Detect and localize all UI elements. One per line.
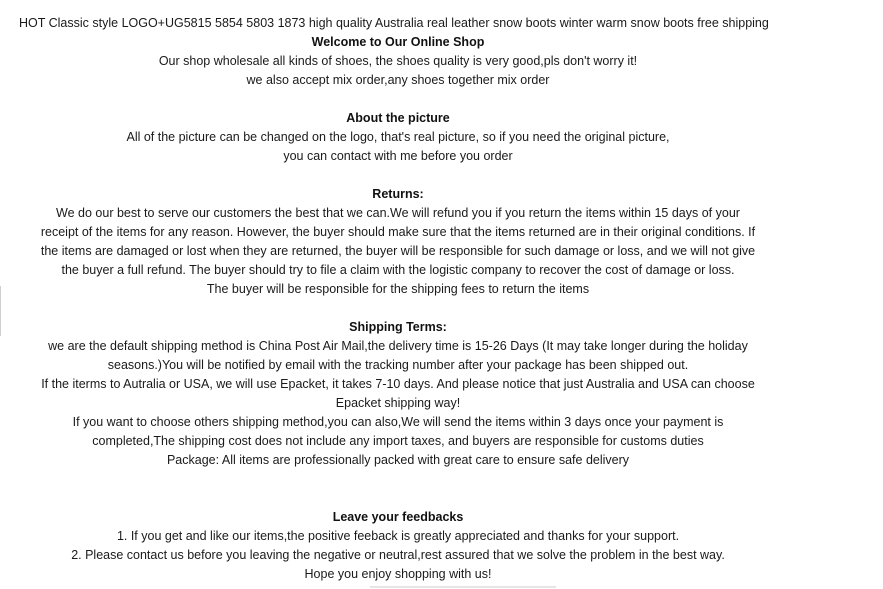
shipping-line-2: seasons.)You will be notified by email with the tracking number after your package has been shipped out. xyxy=(107,358,689,372)
product-title: HOT Classic style LOGO+UG5815 5854 5803 1873 high quality Australia real leather snow boots winter warm snow boots free shipping xyxy=(19,16,769,30)
feedback-line-2: 2. Please contact us before you leaving the negative or neutral,rest assured that we solve the problem in the best way. xyxy=(71,548,725,562)
bottom-image-edge xyxy=(370,586,556,588)
welcome-line-1: Our shop wholesale all kinds of shoes, the shoes quality is very good,pls don't worry it! xyxy=(158,54,638,68)
shipping-line-6: completed,The shipping cost does not include any import taxes, and buyers are responsible for customs duties xyxy=(92,434,704,448)
shipping-line-7: Package: All items are professionally packed with great care to ensure safe delivery xyxy=(166,453,630,467)
about-line-1: All of the picture can be changed on the logo, that's real picture, so if you need the original picture, xyxy=(126,130,670,144)
shipping-line-3: If the iterms to Autralia or USA, we will use Epacket, it takes 7-10 days. And please notice that just Australia and USA can choose xyxy=(41,377,755,391)
feedback-line-1: 1. If you get and like our items,the positive feeback is greatly appreciated and thanks for your support. xyxy=(116,529,680,543)
returns-line-1: We do our best to serve our customers the best that we can.We will refund you if you return the items within 15 days of your xyxy=(56,206,740,220)
returns-line-5: The buyer will be responsible for the shipping fees to return the items xyxy=(206,282,590,296)
returns-line-2: receipt of the items for any reason. However, the buyer should make sure that the items returned are in their original conditions. If xyxy=(40,225,756,239)
about-line-2: you can contact with me before you order xyxy=(283,149,513,163)
returns-line-3: the items are damaged or lost when they are returned, the buyer will be responsible for such damage or loss, and we will not give xyxy=(40,244,756,258)
feedback-heading: Leave your feedbacks xyxy=(332,510,464,524)
shipping-heading: Shipping Terms: xyxy=(349,320,447,334)
welcome-heading: Welcome to Our Online Shop xyxy=(311,35,485,49)
shipping-line-1: we are the default shipping method is China Post Air Mail,the delivery time is 15-26 Days (It may take longer during the holiday xyxy=(48,339,748,353)
returns-line-4: the buyer a full refund. The buyer should try to file a claim with the logistic company to recover the cost of damage or loss. xyxy=(61,263,735,277)
returns-heading: Returns: xyxy=(372,187,424,201)
welcome-line-2: we also accept mix order,any shoes together mix order xyxy=(246,73,550,87)
about-heading: About the picture xyxy=(346,111,450,125)
feedback-line-3: Hope you enjoy shopping with us! xyxy=(304,567,492,581)
shipping-line-4: Epacket shipping way! xyxy=(335,396,461,410)
shipping-line-5: If you want to choose others shipping method,you can also,We will send the items within 3 days once your payment is xyxy=(72,415,724,429)
left-edge-divider xyxy=(0,286,1,336)
